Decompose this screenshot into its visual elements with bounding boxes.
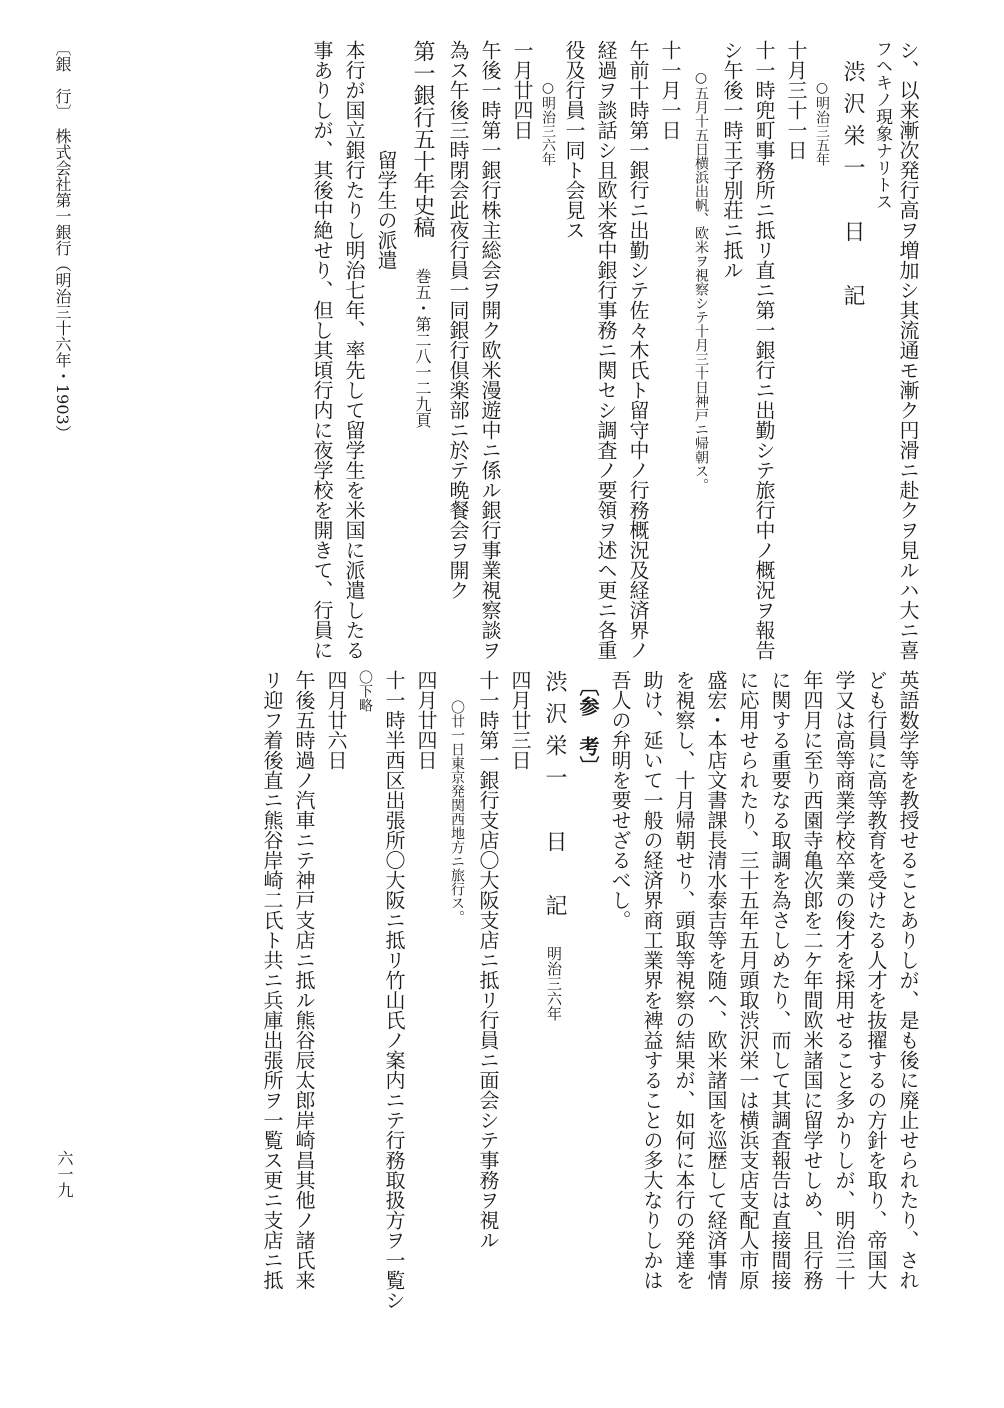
- date-heading: 四月廿四日: [414, 670, 438, 770]
- history-line: 事ありしが、其後中絶せり、但し其頃行内に夜学校を開きて、行員に: [310, 40, 334, 660]
- diary-entry: リ迎フ着後直ニ熊谷岸崎二氏ト共ニ兵庫出張所ヲ一覧ス更ニ支店ニ抵: [260, 670, 284, 1290]
- diary-title-text: 渋沢栄一 日 記: [542, 670, 567, 926]
- history-title-text: 第一銀行五十年史稿: [410, 40, 435, 238]
- diary-entry: 十一時第一銀行支店〇大阪支店ニ抵リ行員ニ面会シテ事務ヲ視ル: [476, 670, 500, 1250]
- date-heading: 一月廿四日: [510, 40, 534, 140]
- history-line: ども行員に高等教育を受けたる人才を抜擢するの方針を取り、帝国大: [864, 670, 888, 1290]
- diary-entry: 経過ヲ談話シ且欧米客中銀行事務ニ関セシ調査ノ要領ヲ述ヘ更ニ各重: [594, 40, 618, 660]
- history-title: [402, 40, 442, 640]
- date-heading: 四月廿三日: [508, 670, 532, 770]
- diary-entry: シ午後一時王子別荘ニ抵ル: [720, 40, 744, 280]
- history-line: 盛宏・本店文書課長清水泰吉等を随へ、欧米諸国を巡歴して経済事情: [704, 670, 728, 1290]
- lower-text-block: [256, 670, 924, 1310]
- reference-label: 〔参 考〕: [576, 676, 600, 776]
- history-line: を視察し、十月帰朝せり、頭取等視察の結果が、如何に本行の発達を: [672, 670, 696, 1290]
- era-label: ○明治三五年: [814, 80, 830, 166]
- history-line: 英語数学等を教授せることありしが、是も後に廃止せられたり、され: [896, 670, 920, 1290]
- diary-title: 渋沢栄一 日 記: [840, 60, 865, 316]
- running-head: [50, 40, 74, 600]
- text-line: フヘキノ現象ナリトス: [872, 40, 892, 210]
- date-heading: 十一月一日: [658, 40, 682, 140]
- diary-entry: 十一時半西区出張所〇大阪ニ抵リ竹山氏ノ案内ニテ行務取扱方ヲ一覧シ: [382, 670, 406, 1310]
- history-line: 吾人の弁明を要せざるべし。: [608, 670, 632, 930]
- diary-entry: 為ス午後三時閉会此夜行員一同銀行倶楽部ニ於テ晩餐会ヲ開ク: [446, 40, 470, 600]
- history-line: 助け、延いて一般の経済界商工業界を裨益することの多大なりしかは: [640, 670, 664, 1290]
- diary-entry: 十一時兜町事務所ニ抵リ直ニ第一銀行ニ出勤シテ旅行中ノ概況ヲ報告: [752, 40, 776, 660]
- history-line: 年四月に至り西園寺亀次郎を二ケ年間欧米諸国に留学せしめ、且行務: [800, 670, 824, 1290]
- history-page-ref: 巻五・第二八一二九頁: [413, 268, 432, 428]
- page-number: [52, 1150, 76, 1198]
- page-number-text: 六一九: [55, 1150, 74, 1198]
- text-line: シ、以来漸次発行高ヲ増加シ其流通モ漸ク円滑ニ赴クヲ見ルハ大ニ喜: [896, 40, 920, 660]
- history-line: に応用せられたり、三十五年五月頭取渋沢栄一は横浜支店支配人市原: [736, 670, 760, 1290]
- running-head-text: 〔銀 行〕 株式会社第一銀行（明治三十六年・1903）: [53, 40, 72, 441]
- history-line: 学又は高等商業学校卒業の俊才を採用せること多かりしが、明治三十: [832, 670, 856, 1290]
- diary-entry: 午後五時過ノ汽車ニテ神戸支店ニ抵ル熊谷辰太郎岸崎昌其他ノ諸氏来: [292, 670, 316, 1290]
- diary-entry: 午前十時第一銀行ニ出勤シテ佐々木氏ト留守中ノ行務概況及経済界ノ: [626, 40, 650, 660]
- diary-title: [536, 670, 572, 1290]
- history-line: 本行が国立銀行たりし明治七年、率先して留学生を米国に派遣したる: [342, 40, 366, 660]
- diary-era: 明治三六年: [545, 946, 563, 1021]
- era-label: ○明治三六年: [540, 80, 556, 166]
- editorial-note: ○五月十五日横浜出帆、欧米ヲ視察シテ十月三十日神戸ニ帰朝ス。: [693, 70, 709, 492]
- diary-entry: 役及行員一同ト会見ス: [562, 40, 586, 240]
- date-heading: 十月三十一日: [784, 40, 808, 160]
- date-heading: 四月廿六日: [324, 670, 348, 770]
- upper-text-block: [306, 40, 924, 660]
- editorial-note: 〇廿一日東京発関西地方ニ旅行ス。: [449, 700, 465, 924]
- history-line: に関する重要なる取調を為さしめたり、而して其調査報告は直接間接: [768, 670, 792, 1290]
- diary-entry: 午後一時第一銀行株主総会ヲ開ク欧米漫遊中ニ係ル銀行事業視察談ヲ: [478, 40, 502, 660]
- editorial-note: 〇下略: [357, 670, 373, 712]
- section-title: 留学生の派遣: [374, 150, 398, 270]
